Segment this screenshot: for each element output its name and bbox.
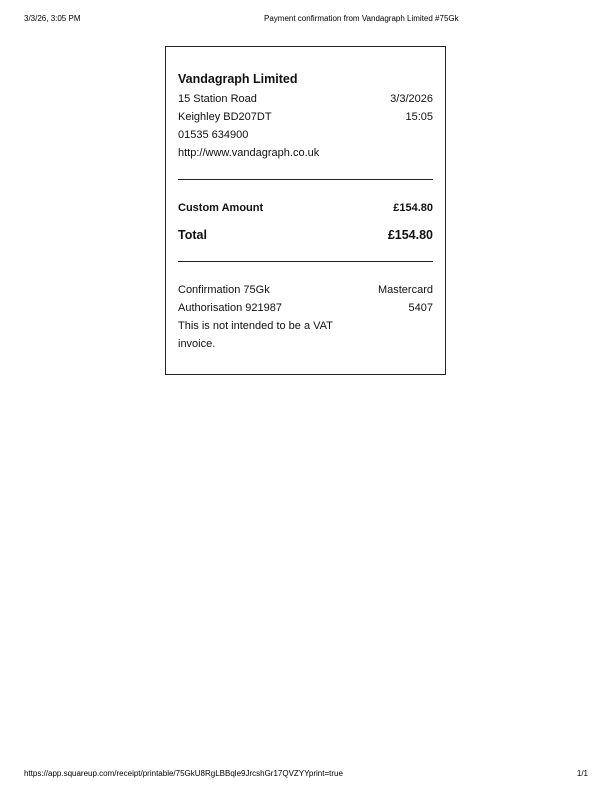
card-last4: 5407	[408, 302, 433, 314]
confirmation-number: Confirmation 75Gk	[178, 284, 270, 296]
card-brand: Mastercard	[377, 284, 433, 296]
print-date: 3/3/26, 3:05 PM	[24, 14, 81, 23]
print-url: https://app.squareup.com/receipt/printable/75GkU8RgLBBqle9JrcshGr17QVZYYprint=true	[24, 769, 343, 778]
merchant-phone: 01535 634900	[178, 129, 249, 141]
receipt-content	[178, 47, 433, 374]
line-item-amount: £154.80	[393, 202, 433, 214]
transaction-date: 3/3/2026	[390, 93, 433, 105]
divider-top	[178, 179, 433, 180]
merchant-website-link[interactable]: http://www.vandagraph.co.uk	[178, 147, 320, 159]
address-date-row	[178, 91, 433, 107]
print-footer	[24, 769, 588, 781]
line-item-label: Custom Amount	[178, 202, 264, 214]
receipt-card	[165, 46, 446, 375]
authorisation-code: Authorisation 921987	[178, 302, 282, 314]
authorisation-row	[178, 300, 433, 316]
address-time-row	[178, 109, 433, 125]
transaction-time: 15:05	[405, 111, 433, 123]
print-page-number: 1/1	[576, 769, 588, 778]
vat-note-row-1	[178, 318, 433, 334]
vat-note-line2: invoice.	[178, 338, 216, 350]
total-label: Total	[178, 228, 207, 242]
divider-bottom	[178, 261, 433, 262]
confirmation-row	[178, 282, 433, 298]
vat-note-row-2	[178, 336, 433, 352]
print-header	[24, 14, 588, 26]
merchant-address-line1: 15 Station Road	[178, 93, 257, 105]
line-item-row	[178, 200, 433, 216]
phone-row	[178, 127, 433, 143]
total-amount: £154.80	[387, 228, 433, 242]
merchant-name: Vandagraph Limited	[178, 72, 298, 86]
print-title: Payment confirmation from Vandagraph Limited #75Gk	[264, 14, 459, 23]
website-row	[178, 145, 433, 161]
merchant-address-line2: Keighley BD207DT	[178, 111, 272, 123]
vat-note-line1: This is not intended to be a VAT	[178, 320, 333, 332]
total-row	[178, 226, 433, 244]
